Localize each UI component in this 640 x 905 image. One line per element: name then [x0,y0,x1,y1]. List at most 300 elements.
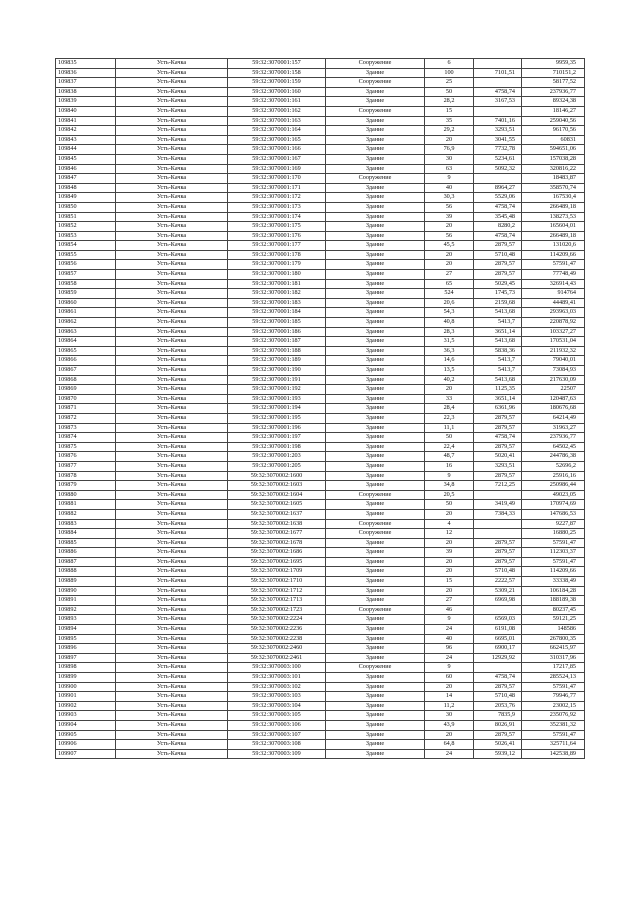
area-cell: 64,8 [425,740,474,750]
cadastral-value-cell: 914764 [522,289,585,299]
cadastral-number-cell: 59:32:3070001:166 [228,145,326,155]
table-row [56,730,585,740]
settlement-cell: Усть-Качка [116,596,228,606]
cadastral-number-cell: 59:32:3070001:160 [228,87,326,97]
area-cell: 28,3 [425,327,474,337]
cadastral-value-cell: 148586 [522,625,585,635]
record-number-cell: 109904 [56,720,116,730]
unit-value-cell: 4758,74 [474,87,522,97]
table-row [56,289,585,299]
cadastral-value-cell: 167530,4 [522,193,585,203]
cadastral-value-cell: 266489,18 [522,202,585,212]
cadastral-value-cell: 17217,85 [522,663,585,673]
settlement-cell: Усть-Качка [116,577,228,587]
unit-value-cell: 1125,35 [474,385,522,395]
table-row [56,423,585,433]
record-number-cell: 109899 [56,673,116,683]
object-type-cell: Здание [326,711,425,721]
cadastral-value-cell: 64502,45 [522,442,585,452]
record-number-cell: 109864 [56,337,116,347]
settlement-cell: Усть-Качка [116,423,228,433]
area-cell: 20 [425,567,474,577]
record-number-cell: 109849 [56,193,116,203]
unit-value-cell: 7732,78 [474,145,522,155]
cadastral-number-cell: 59:32:3070002:1695 [228,557,326,567]
object-type-cell: Здание [326,154,425,164]
record-number-cell: 109857 [56,270,116,280]
table-row [56,164,585,174]
table-row [56,298,585,308]
cadastral-value-cell: 259040,56 [522,116,585,126]
table-row [56,740,585,750]
object-type-cell: Здание [326,500,425,510]
record-number-cell: 109879 [56,481,116,491]
object-type-cell: Здание [326,413,425,423]
settlement-cell: Усть-Качка [116,279,228,289]
settlement-cell: Усть-Качка [116,481,228,491]
cadastral-number-cell: 59:32:3070002:1709 [228,567,326,577]
area-cell: 13,5 [425,366,474,376]
unit-value-cell: 5529,06 [474,193,522,203]
record-number-cell: 109874 [56,433,116,443]
object-type-cell: Здание [326,567,425,577]
cadastral-value-cell: 16880,25 [522,529,585,539]
area-cell: 14 [425,692,474,702]
unit-value-cell [474,59,522,69]
cadastral-number-cell: 59:32:3070003:105 [228,711,326,721]
cadastral-value-cell: 180676,68 [522,404,585,414]
settlement-cell: Усть-Качка [116,327,228,337]
record-number-cell: 109840 [56,106,116,116]
unit-value-cell: 2879,57 [474,241,522,251]
object-type-cell: Здание [326,68,425,78]
record-number-cell: 109855 [56,250,116,260]
record-number-cell: 109888 [56,567,116,577]
settlement-cell: Усть-Качка [116,586,228,596]
table-row [56,366,585,376]
settlement-cell: Усть-Качка [116,442,228,452]
record-number-cell: 109881 [56,500,116,510]
area-cell: 20 [425,260,474,270]
object-type-cell: Здание [326,740,425,750]
table-row [56,250,585,260]
record-number-cell: 109884 [56,529,116,539]
cadastral-number-cell: 59:32:3070002:1677 [228,529,326,539]
settlement-cell: Усть-Качка [116,385,228,395]
area-cell: 76,9 [425,145,474,155]
settlement-cell: Усть-Качка [116,538,228,548]
settlement-cell: Усть-Качка [116,663,228,673]
object-type-cell: Здание [326,164,425,174]
unit-value-cell: 5413,68 [474,308,522,318]
object-type-cell: Здание [326,394,425,404]
unit-value-cell: 6191,08 [474,625,522,635]
unit-value-cell: 5309,21 [474,586,522,596]
cadastral-value-cell: 33338,49 [522,577,585,587]
settlement-cell: Усть-Качка [116,318,228,328]
table-row [56,145,585,155]
settlement-cell: Усть-Качка [116,682,228,692]
object-type-cell: Здание [326,202,425,212]
object-type-cell: Здание [326,356,425,366]
unit-value-cell: 3651,14 [474,327,522,337]
record-number-cell: 109876 [56,452,116,462]
settlement-cell: Усть-Качка [116,78,228,88]
unit-value-cell: 3167,53 [474,97,522,107]
table-row [56,615,585,625]
registry-table [55,58,585,759]
table-row [56,87,585,97]
settlement-cell: Усть-Качка [116,356,228,366]
unit-value-cell: 5710,48 [474,250,522,260]
cadastral-value-cell: 267800,35 [522,634,585,644]
area-cell: 11,1 [425,423,474,433]
cadastral-value-cell: 120487,63 [522,394,585,404]
settlement-cell: Усть-Качка [116,366,228,376]
area-cell: 39 [425,212,474,222]
settlement-cell: Усть-Качка [116,183,228,193]
cadastral-number-cell: 59:32:3070003:108 [228,740,326,750]
object-type-cell: Здание [326,260,425,270]
object-type-cell: Здание [326,241,425,251]
unit-value-cell: 4758,74 [474,231,522,241]
cadastral-value-cell: 710151,2 [522,68,585,78]
record-number-cell: 109846 [56,164,116,174]
record-number-cell: 109885 [56,538,116,548]
cadastral-number-cell: 59:32:3070002:1686 [228,548,326,558]
cadastral-value-cell: 358570,74 [522,183,585,193]
record-number-cell: 109854 [56,241,116,251]
cadastral-value-cell: 31963,27 [522,423,585,433]
settlement-cell: Усть-Качка [116,126,228,136]
settlement-cell: Усть-Качка [116,87,228,97]
cadastral-number-cell: 59:32:3070001:182 [228,289,326,299]
cadastral-number-cell: 59:32:3070003:102 [228,682,326,692]
record-number-cell: 109906 [56,740,116,750]
settlement-cell: Усть-Качка [116,740,228,750]
cadastral-value-cell: 114209,66 [522,250,585,260]
unit-value-cell: 7101,51 [474,68,522,78]
cadastral-number-cell: 59:32:3070001:175 [228,222,326,232]
unit-value-cell: 6695,01 [474,634,522,644]
area-cell: 20 [425,538,474,548]
object-type-cell: Здание [326,183,425,193]
object-type-cell: Здание [326,126,425,136]
settlement-cell: Усть-Качка [116,375,228,385]
unit-value-cell: 6569,03 [474,615,522,625]
object-type-cell: Здание [326,231,425,241]
unit-value-cell: 1745,73 [474,289,522,299]
settlement-cell: Усть-Качка [116,250,228,260]
unit-value-cell: 3293,51 [474,461,522,471]
unit-value-cell: 2159,68 [474,298,522,308]
area-cell: 30 [425,711,474,721]
object-type-cell: Здание [326,289,425,299]
cadastral-value-cell: 44489,41 [522,298,585,308]
settlement-cell: Усть-Качка [116,625,228,635]
object-type-cell: Здание [326,318,425,328]
cadastral-value-cell: 138273,53 [522,212,585,222]
table-row [56,749,585,759]
unit-value-cell: 2879,57 [474,682,522,692]
settlement-cell: Усть-Качка [116,711,228,721]
object-type-cell: Здание [326,433,425,443]
area-cell: 36,3 [425,346,474,356]
cadastral-number-cell: 59:32:3070002:1678 [228,538,326,548]
cadastral-number-cell: 59:32:3070001:191 [228,375,326,385]
object-type-cell: Здание [326,250,425,260]
unit-value-cell [474,174,522,184]
unit-value-cell: 4758,74 [474,202,522,212]
record-number-cell: 109895 [56,634,116,644]
unit-value-cell: 2879,57 [474,413,522,423]
unit-value-cell: 5413,7 [474,356,522,366]
area-cell: 25 [425,78,474,88]
table-row [56,106,585,116]
record-number-cell: 109903 [56,711,116,721]
settlement-cell: Усть-Качка [116,222,228,232]
table-row [56,663,585,673]
cadastral-value-cell: 60831 [522,135,585,145]
object-type-cell: Здание [326,615,425,625]
settlement-cell: Усть-Качка [116,404,228,414]
unit-value-cell: 5838,36 [474,346,522,356]
record-number-cell: 109835 [56,59,116,69]
table-row [56,720,585,730]
cadastral-number-cell: 59:32:3070001:165 [228,135,326,145]
settlement-cell: Усть-Качка [116,106,228,116]
cadastral-value-cell: 57591,47 [522,260,585,270]
record-number-cell: 109887 [56,557,116,567]
cadastral-value-cell: 170531,04 [522,337,585,347]
table-row [56,116,585,126]
object-type-cell: Здание [326,481,425,491]
record-number-cell: 109894 [56,625,116,635]
table-row [56,413,585,423]
area-cell: 14,6 [425,356,474,366]
object-type-cell: Здание [326,692,425,702]
area-cell: 63 [425,164,474,174]
settlement-cell: Усть-Качка [116,193,228,203]
unit-value-cell: 7384,33 [474,509,522,519]
settlement-cell: Усть-Качка [116,202,228,212]
object-type-cell: Здание [326,673,425,683]
cadastral-value-cell: 244786,38 [522,452,585,462]
table-row [56,653,585,663]
settlement-cell: Усть-Качка [116,145,228,155]
table-row [56,490,585,500]
cadastral-value-cell: 147686,53 [522,509,585,519]
cadastral-value-cell: 285524,13 [522,673,585,683]
unit-value-cell [474,78,522,88]
cadastral-number-cell: 59:32:3070003:106 [228,720,326,730]
record-number-cell: 109880 [56,490,116,500]
area-cell: 24 [425,625,474,635]
unit-value-cell [474,529,522,539]
object-type-cell: Здание [326,720,425,730]
record-number-cell: 109890 [56,586,116,596]
cadastral-number-cell: 59:32:3070002:2238 [228,634,326,644]
cadastral-number-cell: 59:32:3070001:185 [228,318,326,328]
cadastral-value-cell: 157038,28 [522,154,585,164]
unit-value-cell: 2053,76 [474,701,522,711]
table-row [56,682,585,692]
table-row [56,375,585,385]
table-row [56,154,585,164]
area-cell: 20 [425,682,474,692]
object-type-cell: Здание [326,222,425,232]
cadastral-number-cell: 59:32:3070001:184 [228,308,326,318]
record-number-cell: 109851 [56,212,116,222]
cadastral-number-cell: 59:32:3070001:157 [228,59,326,69]
record-number-cell: 109878 [56,471,116,481]
unit-value-cell: 3651,14 [474,394,522,404]
cadastral-value-cell: 23002,15 [522,701,585,711]
object-type-cell: Здание [326,404,425,414]
object-type-cell: Здание [326,337,425,347]
cadastral-number-cell: 59:32:3070001:164 [228,126,326,136]
unit-value-cell [474,519,522,529]
object-type-cell: Здание [326,145,425,155]
area-cell: 20,5 [425,490,474,500]
area-cell: 9 [425,615,474,625]
cadastral-value-cell: 77748,49 [522,270,585,280]
table-row [56,577,585,587]
unit-value-cell: 4758,74 [474,433,522,443]
record-number-cell: 109882 [56,509,116,519]
cadastral-value-cell: 52696,2 [522,461,585,471]
cadastral-value-cell: 57591,47 [522,730,585,740]
record-number-cell: 109891 [56,596,116,606]
table-row [56,452,585,462]
cadastral-value-cell: 59121,25 [522,615,585,625]
record-number-cell: 109859 [56,289,116,299]
record-number-cell: 109892 [56,605,116,615]
record-number-cell: 109858 [56,279,116,289]
area-cell: 96 [425,644,474,654]
record-number-cell: 109900 [56,682,116,692]
cadastral-number-cell: 59:32:3070001:173 [228,202,326,212]
unit-value-cell: 3041,55 [474,135,522,145]
cadastral-number-cell: 59:32:3070003:100 [228,663,326,673]
settlement-cell: Усть-Качка [116,500,228,510]
settlement-cell: Усть-Качка [116,212,228,222]
table-row [56,231,585,241]
table-row [56,356,585,366]
cadastral-number-cell: 59:32:3070001:163 [228,116,326,126]
unit-value-cell: 3419,49 [474,500,522,510]
table-row [56,692,585,702]
object-type-cell: Сооружение [326,529,425,539]
settlement-cell: Усть-Качка [116,749,228,759]
cadastral-value-cell: 235076,92 [522,711,585,721]
object-type-cell: Здание [326,270,425,280]
table-row [56,385,585,395]
area-cell: 40,2 [425,375,474,385]
cadastral-value-cell: 89324,38 [522,97,585,107]
table-row [56,308,585,318]
unit-value-cell: 2879,57 [474,471,522,481]
table-row [56,68,585,78]
record-number-cell: 109836 [56,68,116,78]
unit-value-cell: 8280,2 [474,222,522,232]
cadastral-value-cell: 320816,22 [522,164,585,174]
cadastral-value-cell: 165604,01 [522,222,585,232]
settlement-cell: Усть-Качка [116,154,228,164]
table-row [56,529,585,539]
area-cell: 40 [425,183,474,193]
area-cell: 20 [425,557,474,567]
cadastral-value-cell: 211932,32 [522,346,585,356]
cadastral-value-cell: 112303,37 [522,548,585,558]
table-row [56,59,585,69]
unit-value-cell: 4758,74 [474,673,522,683]
unit-value-cell: 5029,45 [474,279,522,289]
area-cell: 20 [425,509,474,519]
object-type-cell: Здание [326,97,425,107]
object-type-cell: Здание [326,538,425,548]
cadastral-number-cell: 59:32:3070002:1723 [228,605,326,615]
settlement-cell: Усть-Качка [116,461,228,471]
cadastral-number-cell: 59:32:3070001:161 [228,97,326,107]
table-row [56,174,585,184]
cadastral-number-cell: 59:32:3070002:1603 [228,481,326,491]
cadastral-number-cell: 59:32:3070002:2460 [228,644,326,654]
settlement-cell: Усть-Качка [116,308,228,318]
settlement-cell: Усть-Качка [116,529,228,539]
cadastral-value-cell: 188189,38 [522,596,585,606]
settlement-cell: Усть-Качка [116,615,228,625]
settlement-cell: Усть-Качка [116,68,228,78]
record-number-cell: 109868 [56,375,116,385]
area-cell: 22,4 [425,442,474,452]
record-number-cell: 109867 [56,366,116,376]
cadastral-number-cell: 59:32:3070001:172 [228,193,326,203]
table-row [56,557,585,567]
record-number-cell: 109869 [56,385,116,395]
table-row [56,327,585,337]
cadastral-number-cell: 59:32:3070001:159 [228,78,326,88]
area-cell: 20 [425,222,474,232]
cadastral-number-cell: 59:32:3070001:196 [228,423,326,433]
area-cell: 12 [425,529,474,539]
cadastral-value-cell: 58177,52 [522,78,585,88]
cadastral-value-cell: 326914,43 [522,279,585,289]
object-type-cell: Здание [326,577,425,587]
area-cell: 524 [425,289,474,299]
table-row [56,318,585,328]
table-row [56,711,585,721]
object-type-cell: Здание [326,87,425,97]
unit-value-cell: 5234,61 [474,154,522,164]
cadastral-number-cell: 59:32:3070001:188 [228,346,326,356]
cadastral-number-cell: 59:32:3070002:1637 [228,509,326,519]
settlement-cell: Усть-Качка [116,135,228,145]
cadastral-value-cell: 293963,03 [522,308,585,318]
object-type-cell: Здание [326,586,425,596]
unit-value-cell: 12929,92 [474,653,522,663]
cadastral-value-cell: 142538,89 [522,749,585,759]
settlement-cell: Усть-Качка [116,433,228,443]
object-type-cell: Здание [326,701,425,711]
cadastral-number-cell: 59:32:3070002:1605 [228,500,326,510]
area-cell: 40 [425,634,474,644]
cadastral-number-cell: 59:32:3070003:103 [228,692,326,702]
area-cell: 28,4 [425,404,474,414]
table-row [56,260,585,270]
table-row [56,605,585,615]
record-number-cell: 109837 [56,78,116,88]
